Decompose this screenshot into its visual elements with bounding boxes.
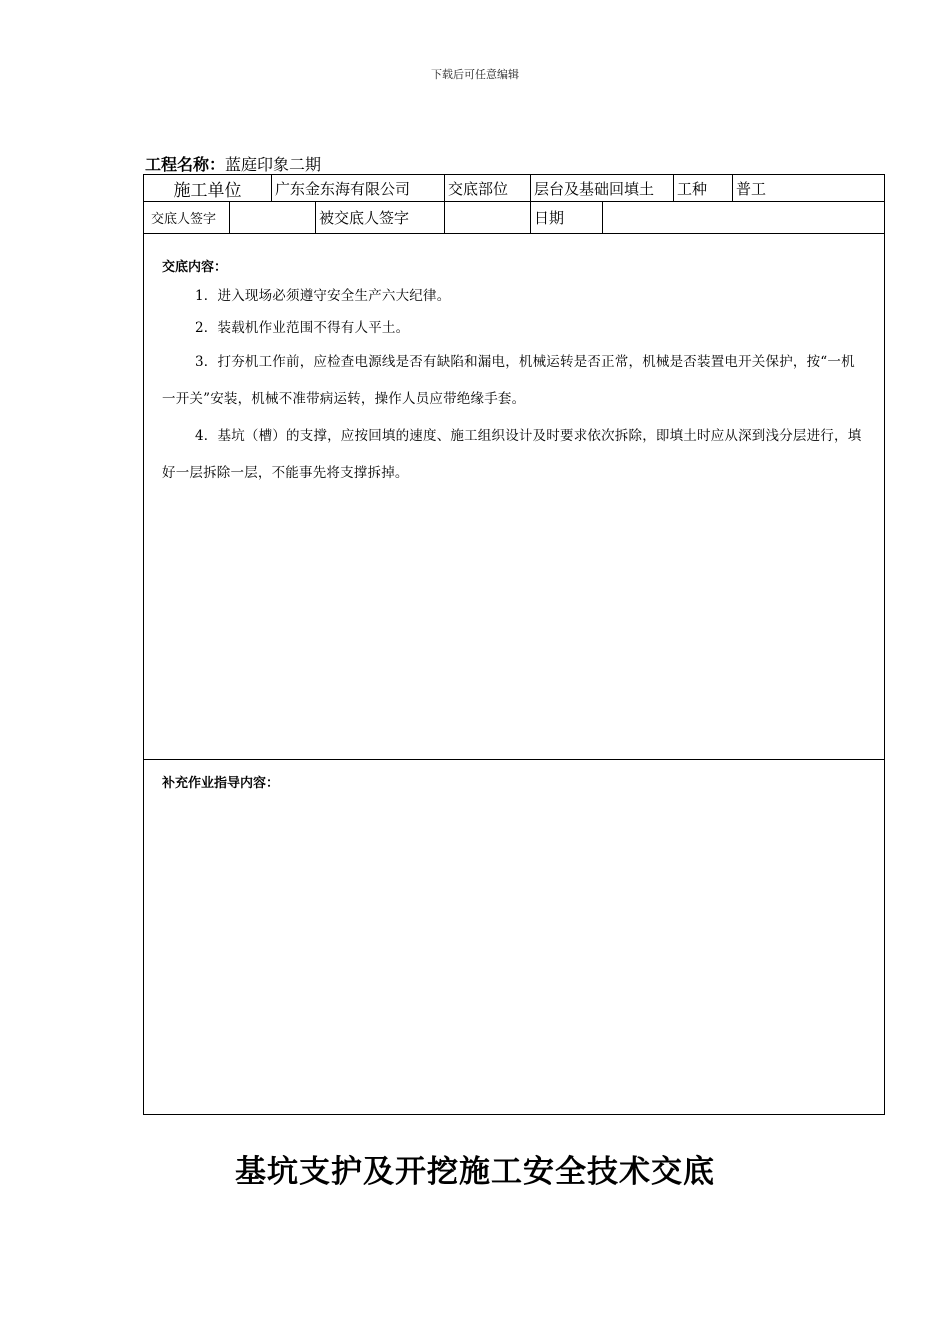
disclosure-content-title: 交底内容：	[162, 260, 228, 275]
discloser-signature-label: 交底人签字	[151, 212, 217, 227]
table-border-right	[884, 174, 885, 1115]
header-note: 下载后可任意编辑	[431, 68, 519, 81]
document-title: 基坑支护及开挖施工安全技术交底	[235, 1154, 715, 1190]
disclosure-content-list	[162, 280, 868, 492]
list-item: 3．打夯机工作前，应检查电源线是否有缺陷和漏电，机械运转是否正常，机械是否装置电开关保护，按“一机一开关”安装，机械不准带病运转，操作人员应带绝缘手套。	[162, 354, 855, 407]
list-item: 4．基坑（槽）的支撑，应按回填的速度、施工组织设计及时要求依次拆除，即填土时应从深到浅分层进行，填好一层拆除一层，不能事先将支撑拆掉。	[162, 428, 862, 481]
list-item: 1．进入现场必须遵守安全生产六大纪律。	[195, 288, 451, 304]
disclosure-part-label: 交底部位	[448, 179, 509, 198]
table-border-row2	[143, 233, 885, 234]
date-field[interactable]	[603, 202, 884, 233]
project-name-value: 蓝庭印象二期	[225, 155, 322, 174]
project-name-label: 工程名称：	[145, 155, 226, 174]
construction-unit-value: 广东金东海有限公司	[275, 179, 411, 198]
table-border-left	[143, 174, 144, 1115]
construction-unit-label: 施工单位	[173, 180, 242, 201]
supplementary-guidance-title: 补充作业指导内容：	[162, 776, 280, 791]
discloser-signature-field[interactable]	[230, 202, 315, 233]
disclosure-part-value: 层台及基础回填土	[534, 179, 655, 198]
receiver-signature-label: 被交底人签字	[319, 209, 410, 227]
date-label: 日期	[534, 209, 565, 227]
table-border-bottom	[143, 1114, 885, 1115]
project-name-line	[145, 152, 321, 175]
receiver-signature-field[interactable]	[445, 202, 530, 233]
trade-label: 工种	[677, 179, 708, 198]
table-border-content	[143, 759, 885, 760]
disclosure-table	[143, 174, 885, 1115]
trade-value: 普工	[736, 179, 767, 198]
list-item: 2．装载机作业范围不得有人平土。	[195, 320, 410, 336]
